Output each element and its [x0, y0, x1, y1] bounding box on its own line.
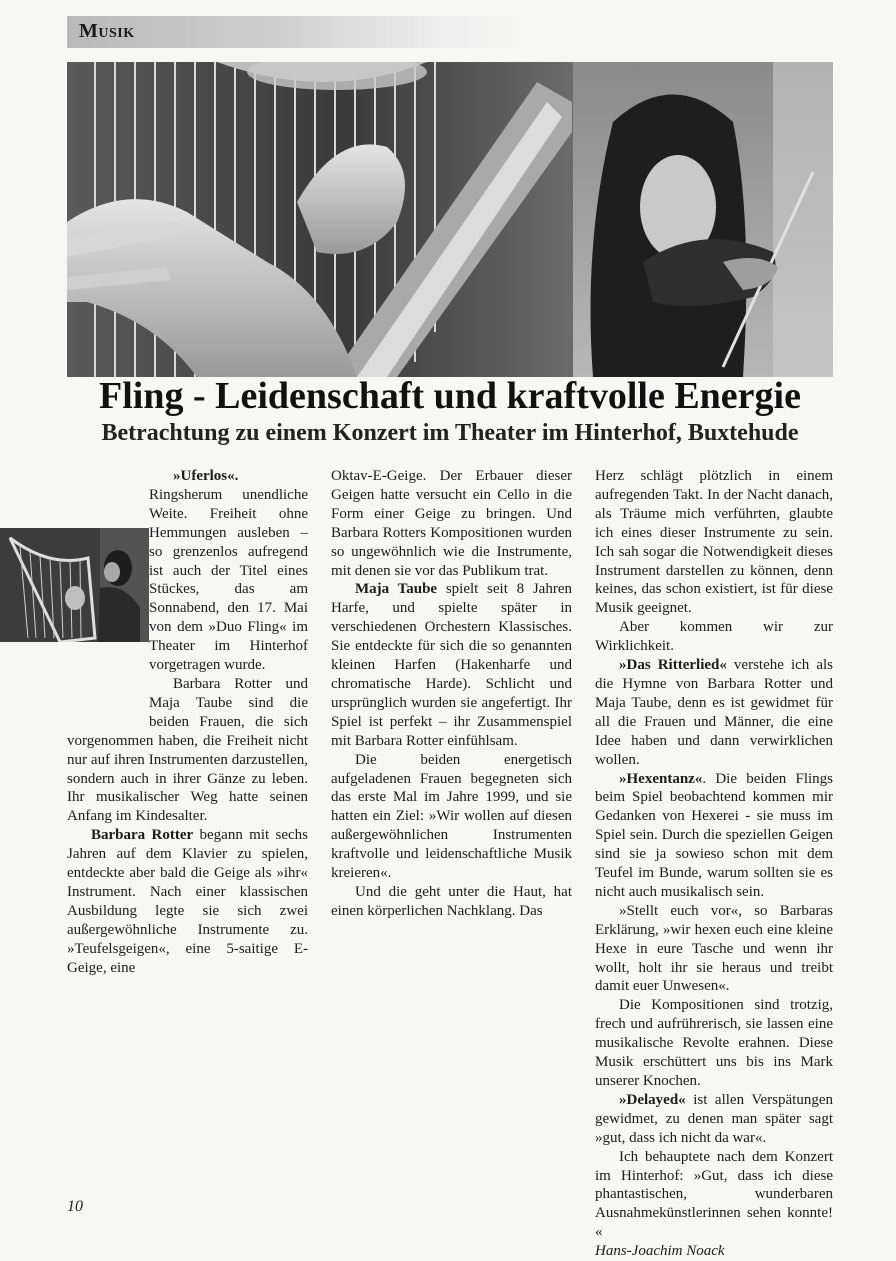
paragraph-lead: »Uferlos«.	[173, 468, 239, 484]
page-number: 10	[67, 1198, 83, 1215]
paragraph	[67, 467, 308, 675]
section-header	[67, 16, 537, 48]
paragraph-lead: »Delayed«	[619, 1091, 686, 1108]
paragraph-text: Und die geht unter die Haut, hat einen körperlichen Nachklang. Das	[331, 883, 572, 919]
paragraph	[595, 770, 833, 902]
article-column-3	[595, 467, 833, 1261]
article-column-1	[67, 467, 308, 977]
paragraph-text: verstehe ich als die Hymne von Barbara Rotter und Maja Taube, denn es ist gewidmet für all die Frauen und Männer, die eine Idee haben und dann verwirklichen wollen.	[595, 657, 833, 768]
photo-violinist	[573, 62, 833, 377]
paragraph-text: Aber kommen wir zur Wirklichkeit.	[595, 619, 833, 655]
paragraph-lead: »Hexentanz«	[619, 770, 703, 787]
article-title: Fling - Leidenschaft und kraftvolle Energie	[99, 375, 801, 417]
paragraph-text: Ich behauptete nach dem Konzert im Hinterhof: »Gut, dass ich diese phantastischen, wunderbaren Ausnahmekünstlerinnen sehen konnte! «	[595, 1148, 833, 1241]
author-signature: Hans-Joachim Noack	[595, 1243, 725, 1260]
paragraph	[67, 826, 308, 977]
paragraph-text: Die beiden energetisch aufgeladenen Frauen begegneten sich das erste Mal im Jahre 1999, und sie hatten ein Ziel: »Wir wollen auf diesen außergewöhnlichen Instrumenten kraftvolle und leidenschaftliche Musik kreieren«.	[331, 751, 572, 882]
paragraph	[595, 902, 833, 997]
paragraph	[331, 751, 572, 883]
paragraph	[331, 883, 572, 921]
paragraph-text: Die Kompositionen sind trotzig, frech und aufrührerisch, sie lassen eine musikalische Revolte erahnen. Diese Musik erschüttert uns bis ins Mark unserer Knochen.	[595, 997, 833, 1089]
article-column-2	[331, 467, 572, 921]
paragraph	[595, 618, 833, 656]
article-subtitle: Betrachtung zu einem Konzert im Theater im Hinterhof, Buxtehude	[101, 420, 799, 446]
paragraph-text: »Stellt euch vor«, so Barbaras Erklärung, »wir hexen euch eine kleine Hexe in eure Tasche und wenn ihr wollt, holt ihr sie heraus und treibt damit euer Unwesen«.	[595, 902, 833, 995]
photo-wrap-space	[67, 524, 149, 716]
paragraph-text: begann mit sechs Jahren auf dem Klavier zu spielen, entdeckte aber bald die Geige als »ihr« Instrument. Nach einer klassischen Ausbildung legte sie sich zwei außergewöhnliche Instrumente zu. »Teufelsgeigen«, eine 5-saitige E-Geige, eine	[67, 827, 308, 976]
paragraph-lead: Barbara Rotter	[91, 827, 194, 844]
paragraph-text: Herz schlägt plötzlich in einem aufregenden Takt. In der Nacht danach, als Träume mich verführten, glaubte ich eines dieser Instrumente zu sein. Ich sah sogar die Notwendigkeit dieses Instrument darstellen zu können, denn keines, das schon existiert, ist für diese Musik geeignet.	[595, 468, 833, 617]
paragraph-text: ist allen Verspätungen gewidmet, zu denen man später sagt »gut, dass ich nicht da war«.	[595, 1091, 833, 1146]
paragraph-text: Barbara Rotter und Maja Taube sind die beiden Frauen, die sich vorgenommen haben, die Freiheit nicht nur auf ihren Instrumenten darzustellen, sondern auch in ihrer Gänze zu leben. Ihr musikalischer Weg hatte seinen Anfang im Kindesalter.	[67, 675, 308, 825]
paragraph	[595, 1148, 833, 1243]
paragraph-text: . Die beiden Flings beim Spiel beobachtend kommen mir Gedanken von Hexerei - sie muss im Spiel sein. Durch die speziellen Geigen sind sie ja sowieso schon mit dem Teufel im Bunde, warum sollten sie es nicht auch musikalisch sein.	[595, 770, 833, 900]
paragraph-text: spielt seit 8 Jahren Harfe, und spielte später in verschiedenen Orchestern Klassisches. Sie entdeckte für sich die so genannten kleinen Harfen (Hakenharfe und chromatische Hardе). Schlicht und ursprünglich wurden sie angefertigt. Ihr Spiel ist perfekt – ihr Zusammenspiel mit Barbara Rotter einfühlsam.	[331, 581, 572, 749]
photo-harp-hands	[67, 62, 573, 377]
paragraph	[595, 1091, 833, 1148]
paragraph	[595, 467, 833, 618]
paragraph	[595, 656, 833, 769]
paragraph	[595, 996, 833, 1091]
paragraph-lead: »Das Ritterlied«	[619, 657, 727, 674]
paragraph-text: Ringsherum unendliche Weite. Freiheit ohne Hemmungen ausleben – so grenzenlos aufregend ist auch der Titel eines Stückes, das am Sonnabend, den 17. Mai von dem »Duo Fling« im Theater im Hinterhof vorgetragen wurde.	[149, 486, 308, 674]
paragraph-text: Oktav-E-Geige. Der Erbauer dieser Geigen hatte versucht ein Cello in die Form einer Geige zu bringen. Und Barbara Rotters Kompositionen wurden so ungewöhnlich wie die Instrumente, mit denen sie vor das Publikum trat.	[331, 468, 572, 579]
section-label: Musik	[79, 20, 135, 42]
paragraph-lead: Maja Taube	[355, 581, 438, 598]
paragraph	[331, 580, 572, 750]
paragraph	[331, 467, 572, 580]
